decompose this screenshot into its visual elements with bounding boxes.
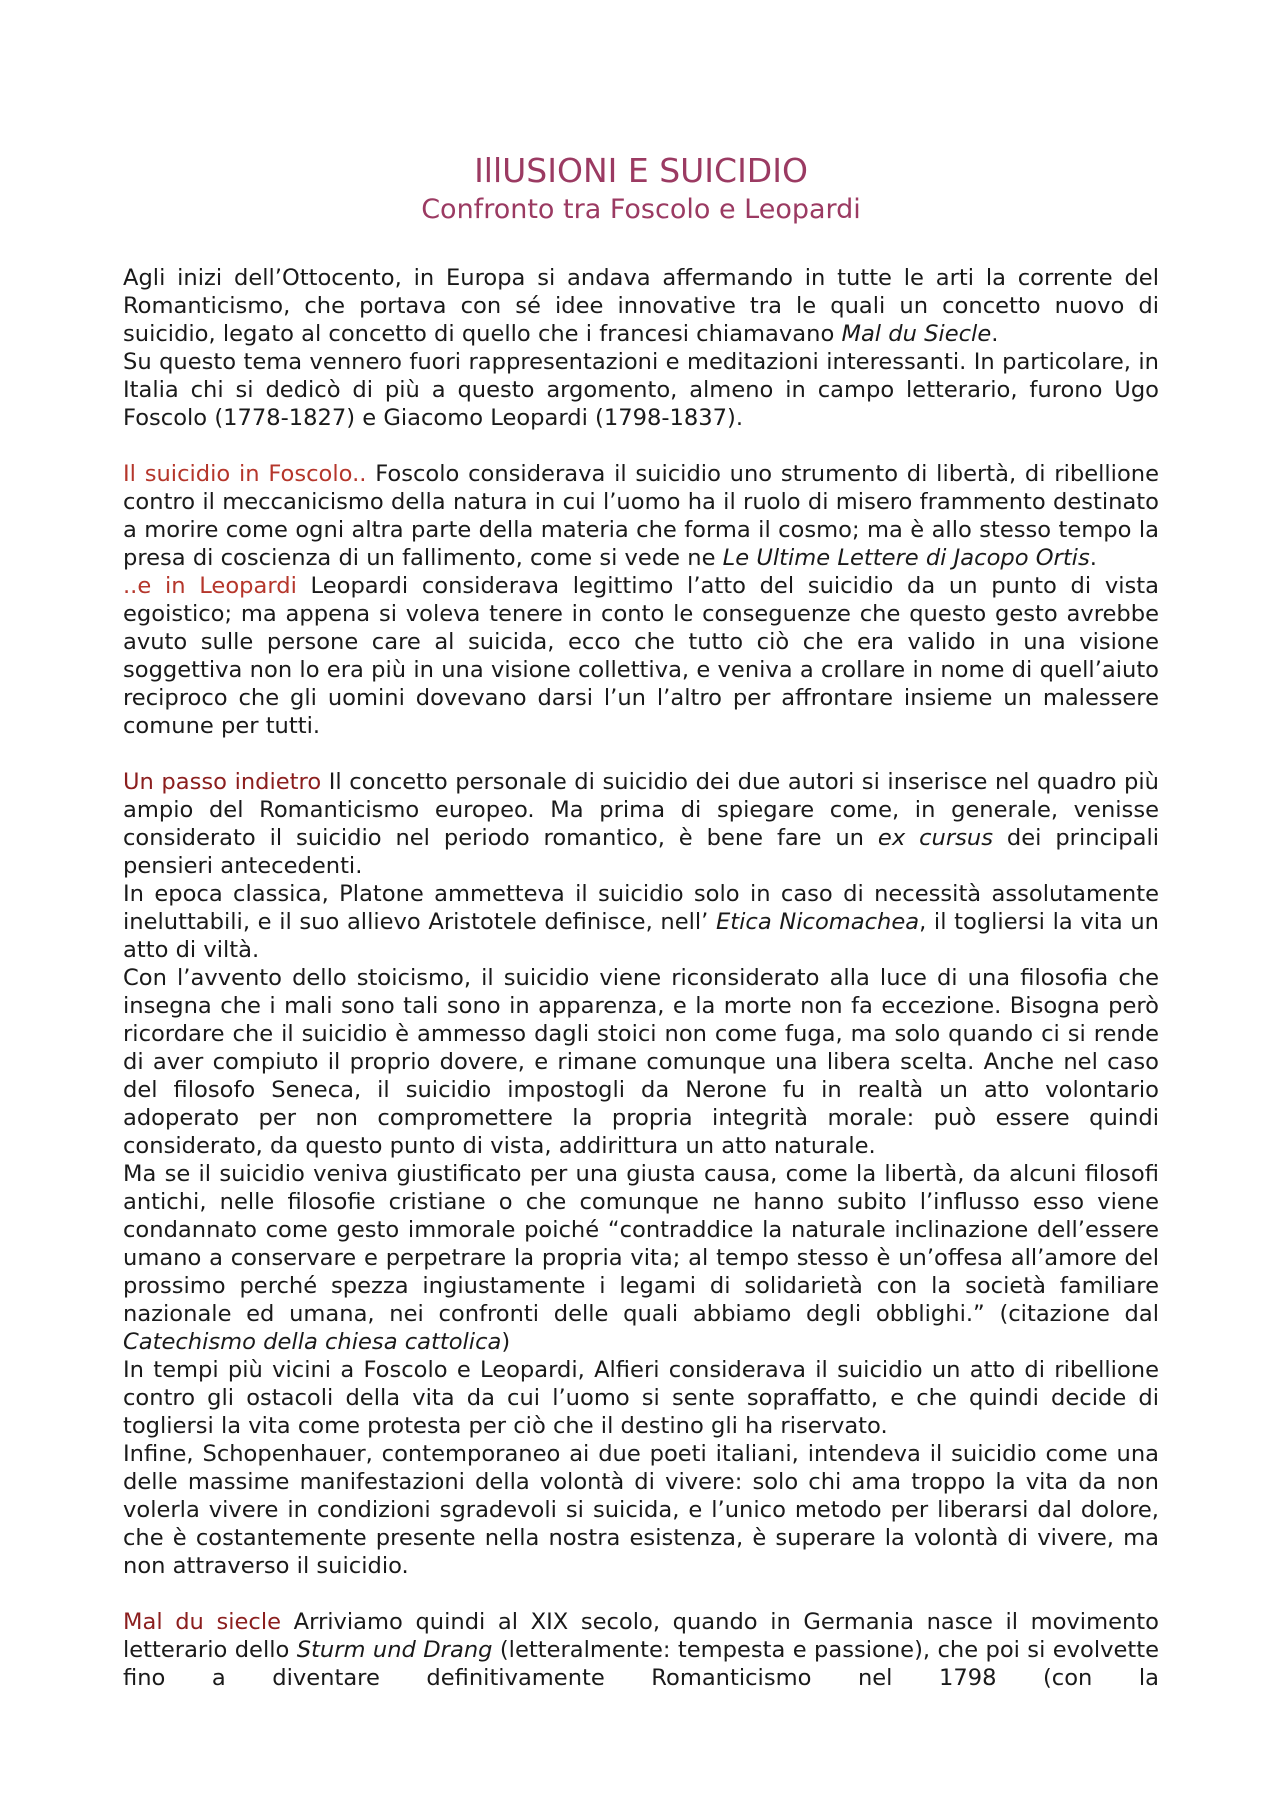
passo-paragraph-4	[123, 1160, 1159, 1356]
mal-text: Arriviamo quindi al XIX secolo, quando in Germania nasce il movimento letterario dello	[123, 1609, 1159, 1663]
passo-italic: ex cursus	[877, 825, 993, 851]
title-block	[123, 150, 1159, 228]
mal-heading: Mal du siecle	[123, 1609, 282, 1635]
page-subtitle: Confronto tra Foscolo e Leopardi	[421, 194, 861, 225]
leopardi-paragraph	[123, 572, 1159, 740]
mal-italic: Sturm und Drang	[296, 1637, 493, 1663]
passo-paragraph-5: In tempi più vicini a Foscolo e Leopardi, Alfieri considerava il suicidio un atto di ribellione contro gli ostacoli della vita da cui l’uomo si sente sopraffatto, e che quindi decide di togliersi la vita come protesta per ciò che il destino gli ha riservato.	[123, 1357, 1159, 1439]
passo-p4-text-end: )	[501, 1329, 511, 1355]
passo-p2-text-end: , il togliersi la vita un atto di viltà.	[123, 909, 1159, 963]
intro-paragraph-2: Su questo tema vennero fuori rappresentazioni e meditazioni interessanti. In particolare, in Italia chi si dedicò di più a questo argomento, almeno in campo letterario, furono Ugo Foscolo (1778-1827) e Giacomo Leopardi (1798-1837).	[123, 349, 1159, 431]
foscolo-italic: Le Ultime Lettere di Jacopo Ortis	[722, 545, 1090, 571]
passo-text-end: dei principali pensieri antecedenti.	[123, 825, 1159, 879]
spacer	[123, 1580, 1159, 1608]
passo-p4-text: Ma se il suicidio veniva giustificato per una giusta causa, come la libertà, da alcuni filosofi antichi, nelle filosofie cristiane o che comunque ne hanno subito l’influsso esso viene condannato come gesto immorale poiché “contraddice la naturale inclinazione dell’essere umano a conservare e perpetrare la propria vita; al tempo stesso è un’offesa all’amore del prossimo perché spezza ingiustamente i legami di solidarietà con la società familiare nazionale ed umana, nei confronti delle quali abbiamo degli obblighi.” (citazione dal	[123, 1161, 1159, 1327]
foscolo-text: Foscolo considerava il suicidio uno strumento di libertà, di ribellione contro il meccanicismo della natura in cui l’uomo ha il ruolo di misero frammento destinato a morire come ogni altra parte della materia che forma il cosmo; ma è allo stesso tempo la presa di coscienza di un fallimento, come si vede ne	[123, 461, 1159, 571]
passo-paragraph-6: Infine, Schopenhauer, contemporaneo ai due poeti italiani, intendeva il suicidio come una delle massime manifestazioni della volontà di vivere: solo chi ama troppo la vita da non volerla vivere in condizioni sgradevoli si suicida, e l’unico metodo per liberarsi dal dolore, che è costantemente presente nella nostra esistenza, è superare la volontà di vivere, ma non attraverso il suicidio.	[123, 1441, 1159, 1579]
leopardi-text: Leopardi considerava legittimo l’atto del suicidio da un punto di vista egoistico; ma appena si voleva tenere in conto le conseguenze che questo gesto avrebbe avuto sulle persone care al suicida, ecco che tutto ciò che era valido in una visione soggettiva non lo era più in una visione collettiva, e veniva a crollare in nome di quell’aiuto reciproco che gli uomini dovevano darsi l’un l’altro per affrontare insieme un malessere comune per tutti.	[123, 573, 1159, 739]
mal-text-end: (letteralmente: tempesta e passione), che poi si evolvette fino a diventare definitivamente Romanticismo nel 1798 (con la	[123, 1637, 1160, 1691]
document-page	[123, 150, 1159, 1692]
passo-heading: Un passo indietro	[123, 769, 322, 795]
mal-paragraph	[123, 1608, 1159, 1692]
intro-text-end: .	[991, 321, 999, 347]
intro-paragraph	[123, 264, 1159, 348]
passo-paragraph-1	[123, 768, 1159, 880]
intro-italic: Mal du Siecle	[841, 321, 992, 347]
passo-paragraph-2	[123, 880, 1159, 964]
passo-p2-italic: Etica Nicomachea	[716, 909, 920, 935]
foscolo-paragraph	[123, 460, 1159, 572]
foscolo-text-end: .	[1089, 545, 1097, 571]
foscolo-heading: Il suicidio in Foscolo..	[123, 461, 367, 487]
passo-text: Il concetto personale di suicidio dei due autori si inserisce nel quadro più ampio del Romanticismo europeo. Ma prima di spiegare come, in generale, venisse considerato il suicidio nel periodo romantico, è bene fare un	[123, 769, 1159, 851]
page-title: IllUSIONI E SUICIDIO	[474, 151, 808, 190]
leopardi-heading: ..e in Leopardi	[123, 573, 297, 599]
passo-p2-text: In epoca classica, Platone ammetteva il suicidio solo in caso di necessità assolutamente ineluttabili, e il suo allievo Aristotele definisce, nell’	[123, 881, 1159, 935]
intro-text: Agli inizi dell’Ottocento, in Europa si andava affermando in tutte le arti la corrente del Romanticismo, che portava con sé idee innovative tra le quali un concetto nuovo di suicidio, legato al concetto di quello che i francesi chiamavano	[123, 265, 1159, 347]
spacer	[123, 740, 1159, 768]
passo-p4-italic: Catechismo della chiesa cattolica	[123, 1329, 502, 1355]
spacer	[123, 432, 1159, 460]
passo-paragraph-3: Con l’avvento dello stoicismo, il suicidio viene riconsiderato alla luce di una filosofia che insegna che i mali sono tali sono in apparenza, e la morte non fa eccezione. Bisogna però ricordare che il suicidio è ammesso dagli stoici non come fuga, ma solo quando ci si rende di aver compiuto il proprio dovere, e rimane comunque una libera scelta. Anche nel caso del filosofo Seneca, il suicidio impostogli da Nerone fu in realtà un atto volontario adoperato per non compromettere la propria integrità morale: può essere quindi considerato, da questo punto di vista, addirittura un atto naturale.	[123, 965, 1159, 1159]
